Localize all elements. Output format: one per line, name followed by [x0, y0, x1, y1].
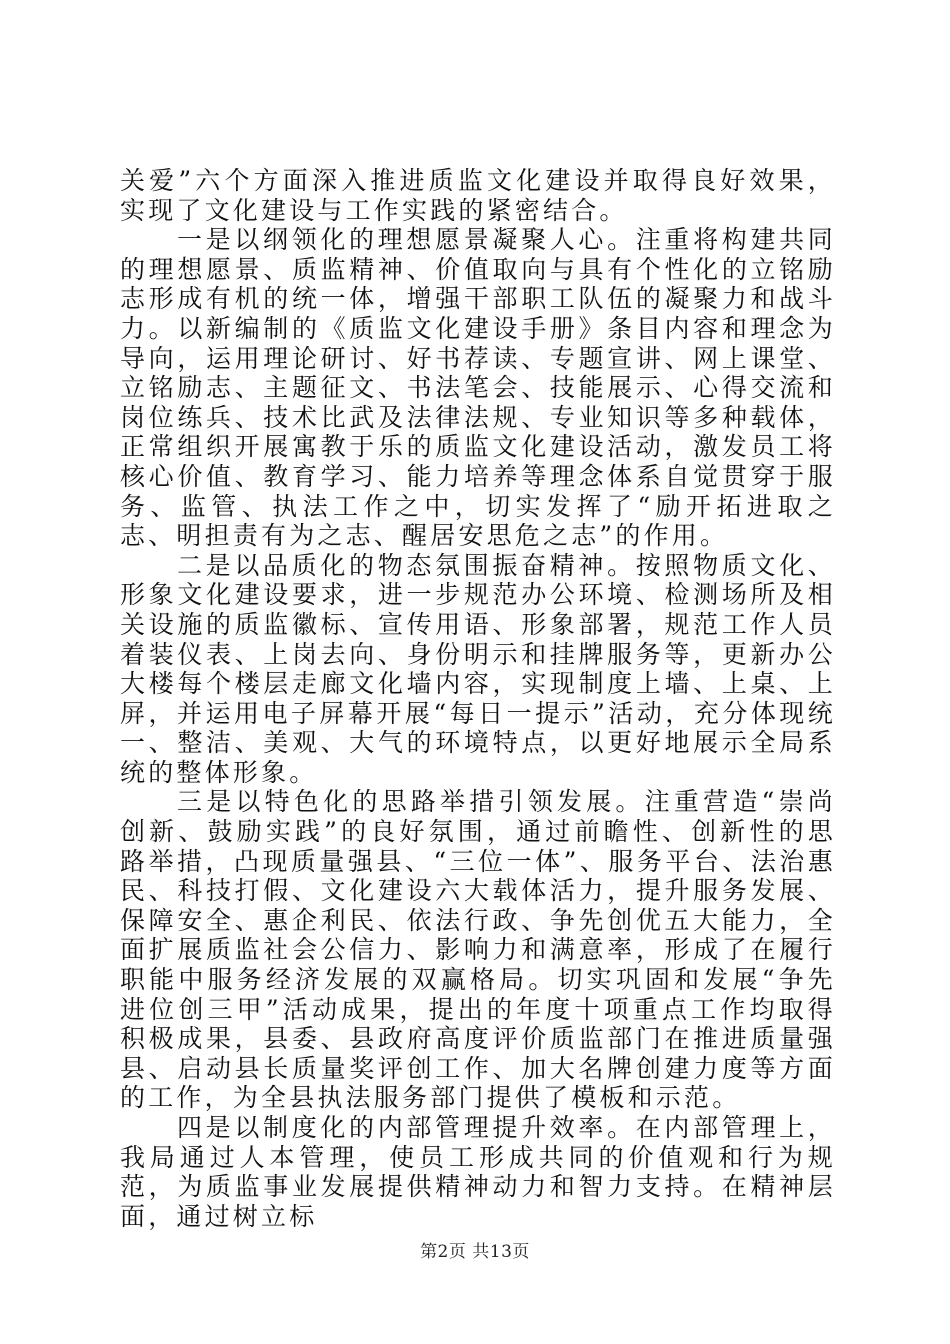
paragraph-continuation: 关爱”六个方面深入推进质监文化建设并取得良好效果，实现了文化建设与工作实践的紧密结合。	[120, 166, 836, 225]
paragraph-environment: 二是以品质化的物态氛围振奋精神。按照物质文化、形象文化建设要求，进一步规范办公环境、检测场所及相关设施的质监徽标、宣传用语、形象部署，规范工作人员着装仪表、上岗去向、身份明示和挂牌服务等，更新办公大楼每个楼层走廊文化墙内容，实现制度上墙、上桌、上屏，并运用电子屏幕开展“每日一提示”活动，充分体现统一、整洁、美观、大气的环境特点，以更好地展示全局系统的整体形象。	[120, 550, 836, 787]
page-number-footer: 第2页 共13页	[420, 1242, 530, 1262]
paragraph-development: 三是以特色化的思路举措引领发展。注重营造“崇尚创新、鼓励实践”的良好氛围，通过前瞻性、创新性的思路举措，凸现质量强县、“三位一体”、服务平台、法治惠民、科技打假、文化建设六大载体活力，提升服务发展、保障安全、惠企利民、依法行政、争先创优五大能力，全面扩展质监社会公信力、影响力和满意率，形成了在履行职能中服务经济发展的双赢格局。切实巩固和发展“争先进位创三甲”活动成果，提出的年度十项重点工作均取得积极成果，县委、县政府高度评价质监部门在推进质量强县、启动县长质量奖评创工作、加大名牌创建力度等方面的工作，为全县执法服务部门提供了模板和示范。	[120, 787, 836, 1113]
document-body	[120, 166, 836, 1231]
paragraph-vision: 一是以纲领化的理想愿景凝聚人心。注重将构建共同的理想愿景、质监精神、价值取向与具有个性化的立铭励志形成有机的统一体，增强干部职工队伍的凝聚力和战斗力。以新编制的《质监文化建设手册》条目内容和理念为导向，运用理论研讨、好书荐读、专题宣讲、网上课堂、立铭励志、主题征文、书法笔会、技能展示、心得交流和岗位练兵、技术比武及法律法规、专业知识等多种载体，正常组织开展寓教于乐的质监文化建设活动，激发员工将核心价值、教育学习、能力培养等理念体系自觉贯穿于服务、监管、执法工作之中，切实发挥了“励开拓进取之志、明担责有为之志、醒居安思危之志”的作用。	[120, 225, 836, 551]
paragraph-management: 四是以制度化的内部管理提升效率。在内部管理上，我局通过人本管理，使员工形成共同的价值观和行为规范，为质监事业发展提供精神动力和智力支持。在精神层面，通过树立标	[120, 1113, 836, 1231]
